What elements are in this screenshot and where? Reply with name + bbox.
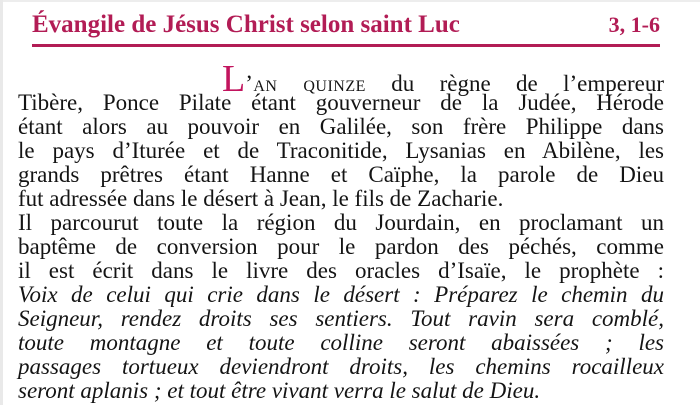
reading-title: Évangile de Jésus Christ selon saint Luc	[32, 11, 460, 38]
text-line: fut adressée dans le désert à Jean, le fils de Zacharie.	[18, 186, 504, 211]
drop-cap-initial: L	[222, 58, 246, 100]
paragraph-1	[18, 58, 664, 211]
text-line: baptême de conversion pour le pardon des péchés, comme	[18, 234, 664, 259]
paragraph-3-quote	[18, 283, 664, 403]
paragraph-2	[18, 211, 664, 283]
small-caps-incipit: ’an quinze	[245, 71, 366, 96]
text-line: passages tortueux deviendront droits, les chemins rocailleux	[18, 354, 664, 379]
text-line: Tibère, Ponce Pilate étant gouverneur de la Judée, Hérode	[18, 90, 664, 115]
text-line: toute montagne et toute colline seront abaissées ; les	[18, 330, 664, 355]
text-line: Voix de celui qui crie dans le désert : Préparez le chemin du	[18, 282, 664, 307]
text-line: le pays d’Iturée et de Traconitide, Lysanias en Abilène, les	[18, 138, 664, 163]
text-line: étant alors au pouvoir en Galilée, son frère Philippe dans	[18, 114, 664, 139]
verse-reference: 3, 1-6	[608, 12, 660, 37]
paragraph-1-lines	[18, 91, 664, 211]
text-line: il est écrit dans le livre des oracles d’Isaïe, le prophète :	[18, 258, 664, 283]
text-line: seront aplanis ; et tout être vivant verra le salut de Dieu.	[18, 378, 541, 403]
opening-line-rest: du règne de l’empereur	[365, 71, 664, 96]
opening-line	[18, 58, 664, 100]
text-line: Il parcourut toute la région du Jourdain, en proclamant un	[18, 210, 664, 235]
reading-header	[32, 10, 660, 47]
text-line: Seigneur, rendez droits ses sentiers. Tout ravin sera comblé,	[18, 306, 664, 331]
text-line: grands prêtres étant Hanne et Caïphe, la parole de Dieu	[18, 162, 664, 187]
reading-body	[18, 58, 664, 403]
